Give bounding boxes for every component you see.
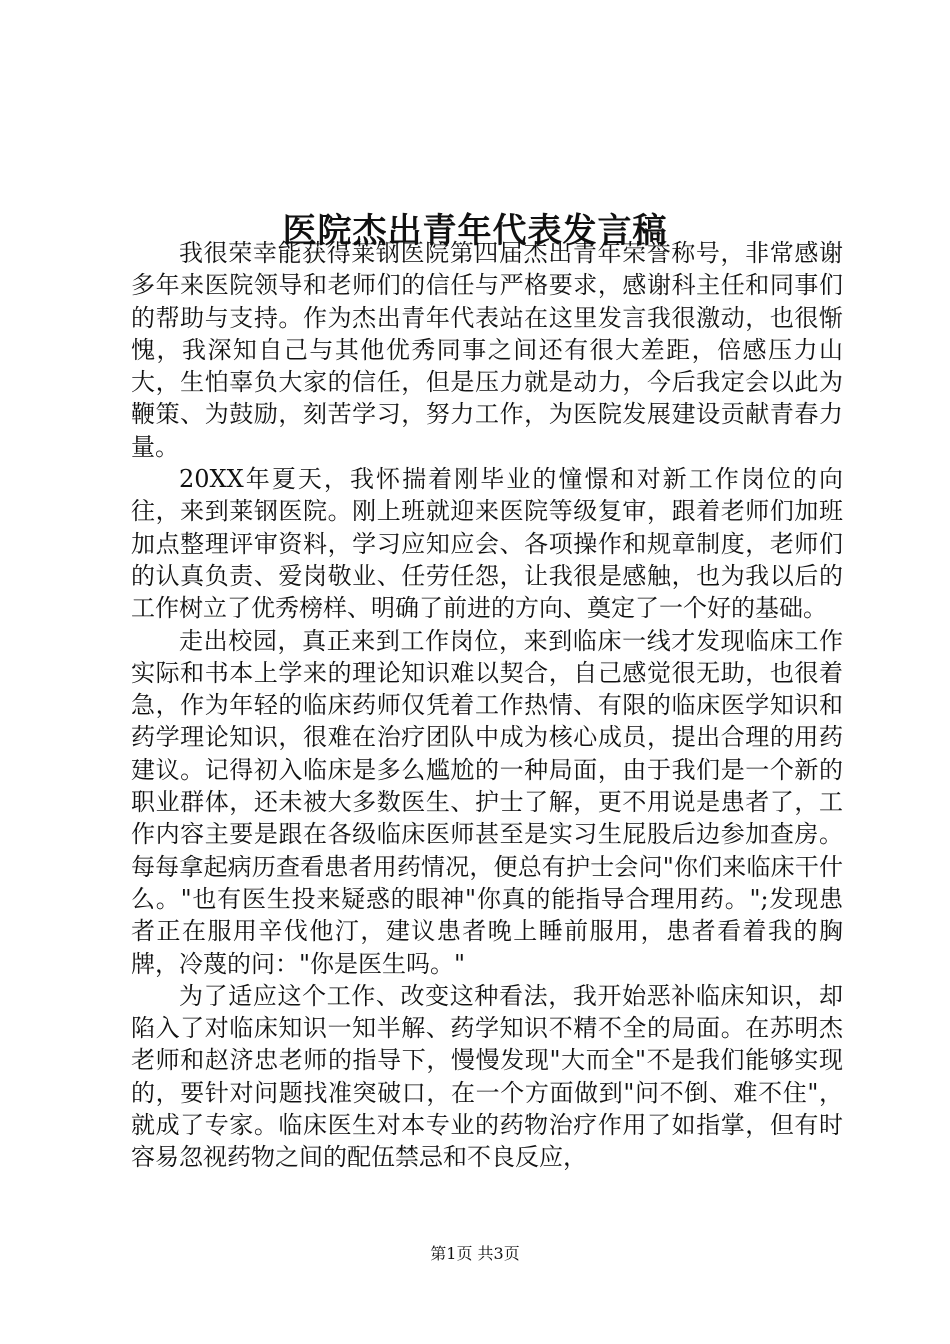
document-title: 医院杰出青年代表发言稿	[282, 210, 668, 251]
paragraph-2: 20XX年夏天，我怀揣着刚毕业的憧憬和对新工作岗位的向往，来到莱钢医院。刚上班就迎来医院等级复审，跟着老师们加班加点整理评审资料，学习应知应会、各项操作和规章制度，老师们的认真负责、爱岗敬业、任劳任怨，让我很是感触，也为我以后的工作树立了优秀榜样、明确了前进的方向、奠定了一个好的基础。	[131, 465, 843, 623]
document-body	[131, 237, 843, 1174]
page-footer	[0, 1243, 950, 1265]
paragraph-3: 走出校园，真正来到工作岗位，来到临床一线才发现临床工作实际和书本上学来的理论知识难以契合，自己感觉很无助，也很着急，作为年轻的临床药师仅凭着工作热情、有限的临床医学知识和药学理论知识，很难在治疗团队中成为核心成员，提出合理的用药建议。记得初入临床是多么尴尬的一种局面，由于我们是一个新的职业群体，还未被大多数医生、护士了解，更不用说是患者了，工作内容主要是跟在各级临床医师甚至是实习生屁股后边参加查房。每每拿起病历查看患者用药情况，便总有护士会问"你们来临床干什么。"也有医生投来疑惑的眼神"你真的能指导合理用药。";发现患者正在服用辛伐他汀，建议患者晚上睡前服用，患者看着我的胸牌，冷蔑的问："你是医生吗。"	[131, 626, 843, 978]
paragraph-4: 为了适应这个工作、改变这种看法，我开始恶补临床知识，却陷入了对临床知识一知半解、药学知识不精不全的局面。在苏明杰老师和赵济忠老师的指导下，慢慢发现"大而全"不是我们能够实现的，要针对问题找准突破口，在一个方面做到"问不倒、难不住"，就成了专家。临床医生对本专业的药物治疗作用了如指掌，但有时容易忽视药物之间的配伍禁忌和不良反应，	[131, 981, 843, 1172]
page-indicator: 第1页 共3页	[430, 1244, 520, 1263]
paragraph-1: 我很荣幸能获得莱钢医院第四届杰出青年荣誉称号，非常感谢多年来医院领导和老师们的信任与严格要求，感谢科主任和同事们的帮助与支持。作为杰出青年代表站在这里发言我很激动，也很惭愧，我深知自己与其他优秀同事之间还有很大差距，倍感压力山大，生怕辜负大家的信任，但是压力就是动力，今后我定会以此为鞭策、为鼓励，刻苦学习，努力工作，为医院发展建设贡献青春力量。	[131, 239, 843, 461]
